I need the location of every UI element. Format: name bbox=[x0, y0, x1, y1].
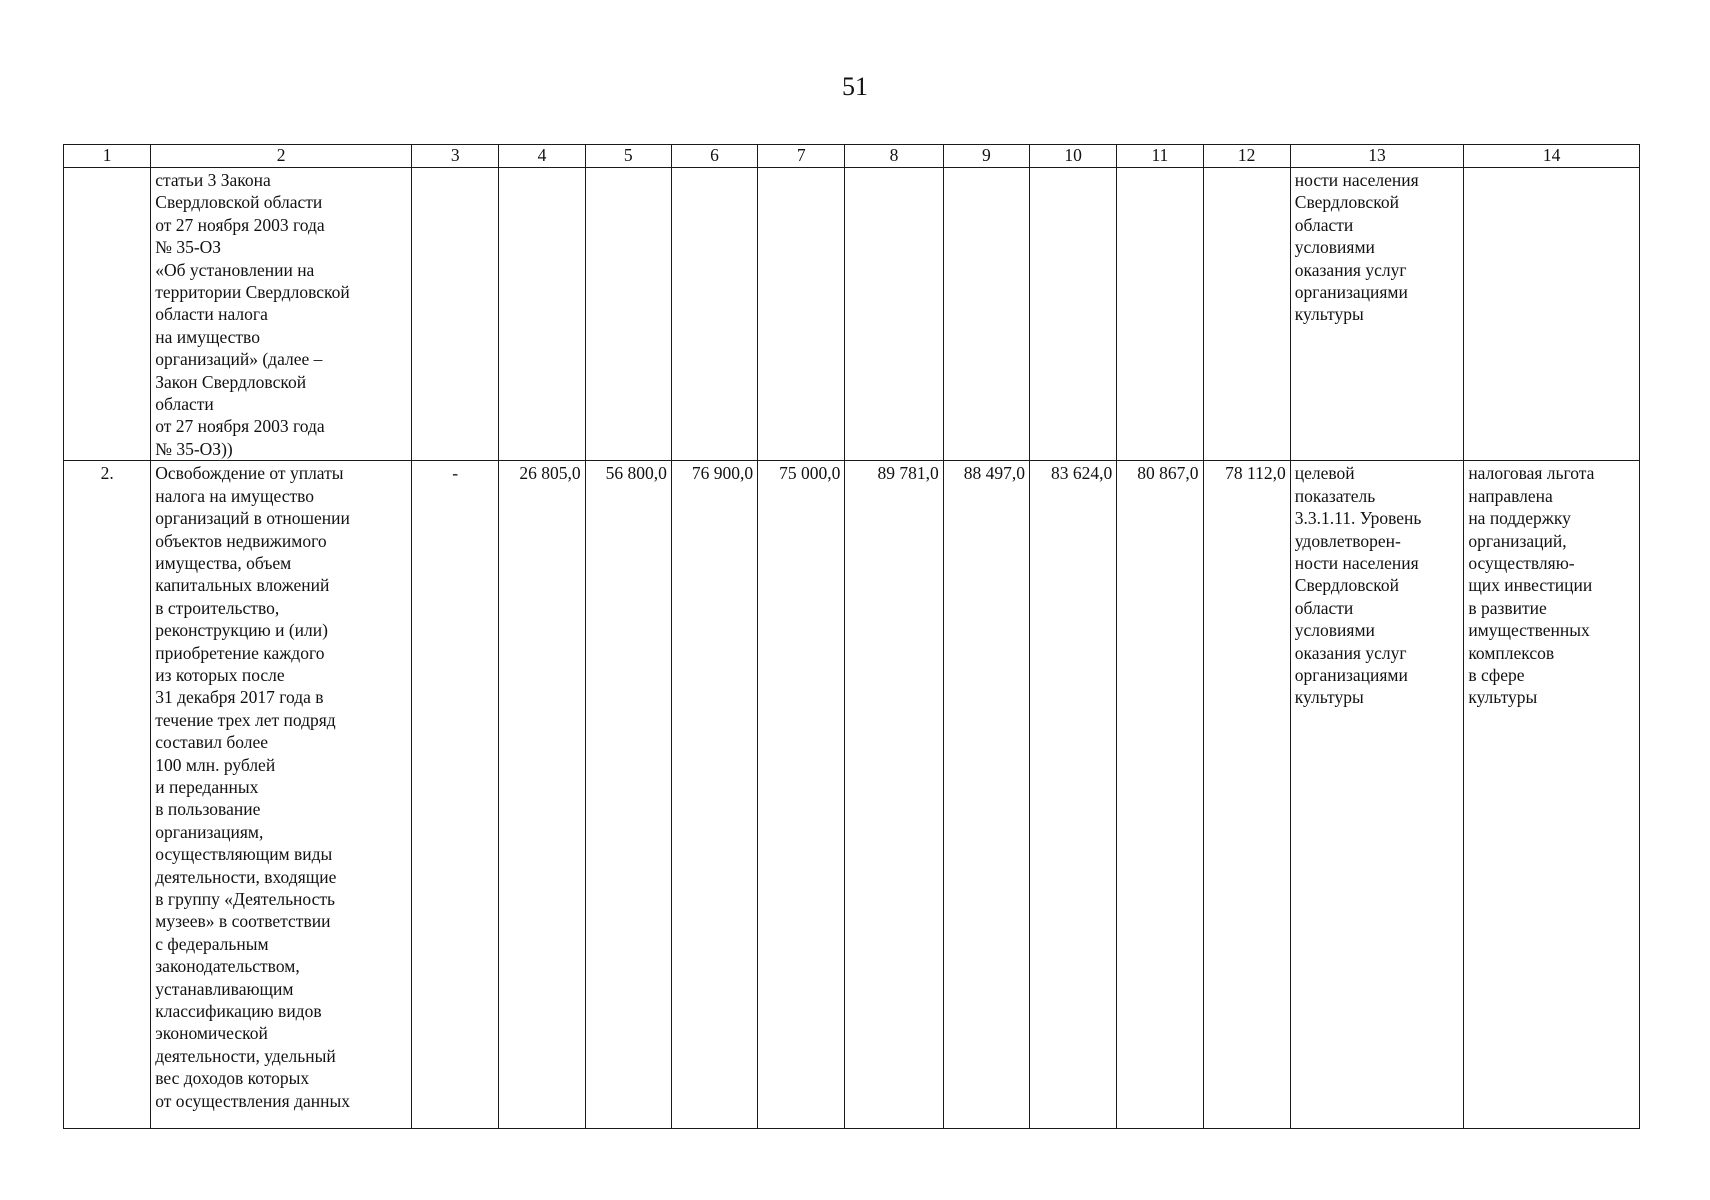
text-line: в группу «Деятельность bbox=[155, 889, 335, 909]
text-line: организаций в отношении bbox=[155, 508, 350, 529]
cell-value: 76 900,0 bbox=[671, 461, 757, 1129]
text-line: условиями bbox=[1294, 237, 1375, 258]
cell-target-indicator bbox=[1290, 168, 1464, 461]
cell-empty bbox=[499, 168, 585, 461]
cell-empty bbox=[1029, 168, 1116, 461]
text-line: из которых после bbox=[155, 664, 285, 685]
cell-value: 83 624,0 bbox=[1029, 461, 1116, 1129]
text-line: имущества, объем bbox=[155, 552, 292, 573]
text-line: осуществляющим виды bbox=[155, 844, 333, 865]
cell-num: 2. bbox=[64, 461, 151, 1129]
header-cell: 13 bbox=[1290, 145, 1464, 168]
text-line: № 35-ОЗ bbox=[155, 237, 222, 258]
header-cell: 5 bbox=[585, 145, 671, 168]
text-line: имущественных bbox=[1468, 620, 1590, 641]
text-line: на имущество bbox=[155, 326, 260, 347]
text-line: условиями bbox=[1294, 620, 1375, 641]
text-line: № 35-ОЗ)) bbox=[155, 438, 233, 459]
text-line: организаций» (далее – bbox=[155, 349, 323, 370]
text-line: Свердловской bbox=[1294, 192, 1399, 213]
cell-empty bbox=[671, 168, 757, 461]
cell-empty bbox=[943, 168, 1029, 461]
text-line: комплексов bbox=[1468, 642, 1555, 663]
text-line: в сфере bbox=[1468, 664, 1525, 685]
text-line: классификацию видов bbox=[155, 1001, 322, 1022]
text-line: ности населения bbox=[1294, 170, 1419, 190]
header-cell: 7 bbox=[758, 145, 845, 168]
text-line: от 27 ноября 2003 года bbox=[155, 214, 325, 235]
text-line: налоговая льгота bbox=[1468, 463, 1595, 484]
cell-empty bbox=[845, 168, 943, 461]
text-line: культуры bbox=[1468, 687, 1538, 708]
header-cell: 1 bbox=[64, 145, 151, 168]
text-line: организациями bbox=[1294, 282, 1408, 303]
header-cell: 14 bbox=[1464, 145, 1640, 168]
header-cell: 11 bbox=[1117, 145, 1203, 168]
text-line: оказания услуг bbox=[1294, 259, 1407, 280]
text-line: области налога bbox=[155, 304, 268, 325]
text-line: и переданных bbox=[155, 776, 259, 797]
text-line: капитальных вложений bbox=[155, 575, 330, 596]
text-line: приобретение каждого bbox=[155, 642, 325, 663]
text-line: течение трех лет подряд bbox=[155, 709, 336, 730]
text-line: направлена bbox=[1468, 485, 1553, 506]
text-line: области bbox=[155, 394, 214, 415]
text-line: от осуществления данных bbox=[155, 1090, 350, 1111]
text-line: на поддержку bbox=[1468, 508, 1571, 529]
text-line: «Об установлении на bbox=[155, 259, 315, 280]
text-line: устанавливающим bbox=[155, 978, 294, 999]
header-cell: 2 bbox=[151, 145, 412, 168]
cell-value: 88 497,0 bbox=[943, 461, 1029, 1129]
cell-description bbox=[151, 168, 412, 461]
tax-benefit-table bbox=[63, 144, 1640, 1129]
text-line: оказания услуг bbox=[1294, 642, 1407, 663]
text-line: от 27 ноября 2003 года bbox=[155, 416, 325, 437]
text-line: культуры bbox=[1294, 687, 1364, 708]
text-line: реконструкцию и (или) bbox=[155, 620, 328, 641]
cell-rationale bbox=[1464, 461, 1640, 1129]
page-number: 51 bbox=[842, 72, 868, 101]
cell-empty bbox=[1117, 168, 1203, 461]
text-line: деятельности, удельный bbox=[155, 1045, 336, 1066]
text-line: в пользование bbox=[155, 799, 261, 820]
header-row bbox=[64, 145, 1640, 168]
text-line: ности населения bbox=[1294, 552, 1419, 573]
cell-value: 56 800,0 bbox=[585, 461, 671, 1129]
text-line: деятельности, входящие bbox=[155, 866, 337, 887]
text-line: музеев» в соответствии bbox=[155, 911, 331, 932]
header-cell: 3 bbox=[412, 145, 499, 168]
text-line: организациям, bbox=[155, 821, 264, 842]
text-line: с федеральным bbox=[155, 933, 269, 954]
text-line: организациями bbox=[1294, 664, 1408, 685]
cell-num bbox=[64, 168, 151, 461]
text-line: Закон Свердловской bbox=[155, 371, 307, 392]
text-line: Освобождение от уплаты bbox=[155, 463, 344, 484]
text-line: организаций, bbox=[1468, 530, 1567, 551]
header-cell: 4 bbox=[499, 145, 585, 168]
text-line: налога на имущество bbox=[155, 485, 315, 506]
text-line: удовлетворен- bbox=[1294, 530, 1401, 551]
text-line: в строительство, bbox=[155, 597, 280, 618]
cell-target-indicator bbox=[1290, 461, 1464, 1129]
text-line: осуществляю- bbox=[1468, 552, 1575, 573]
text-line: культуры bbox=[1294, 304, 1364, 325]
text-line: целевой bbox=[1294, 463, 1355, 484]
text-line: вес доходов которых bbox=[155, 1068, 310, 1089]
text-line: в развитие bbox=[1468, 597, 1547, 618]
text-line: области bbox=[1294, 597, 1354, 618]
text-line: показатель bbox=[1294, 485, 1376, 506]
text-line: экономической bbox=[155, 1023, 268, 1044]
cell-value: 75 000,0 bbox=[758, 461, 845, 1129]
cell-value: 26 805,0 bbox=[499, 461, 585, 1129]
header-cell: 9 bbox=[943, 145, 1029, 168]
text-line: статьи 3 Закона bbox=[155, 170, 271, 190]
text-line: Свердловской области bbox=[155, 192, 323, 213]
cell-empty bbox=[412, 168, 499, 461]
cell-value: 78 112,0 bbox=[1203, 461, 1290, 1129]
text-line: Свердловской bbox=[1294, 575, 1399, 596]
text-line: законодательством, bbox=[155, 956, 300, 977]
cell-col3-dash: - bbox=[412, 461, 499, 1129]
text-line: 31 декабря 2017 года в bbox=[155, 687, 324, 708]
cell-value: 89 781,0 bbox=[845, 461, 943, 1129]
cell-empty bbox=[585, 168, 671, 461]
text-line: 100 млн. рублей bbox=[155, 754, 276, 775]
text-line: составил более bbox=[155, 732, 269, 753]
cell-description bbox=[151, 461, 412, 1129]
cell-value: 80 867,0 bbox=[1117, 461, 1203, 1129]
cell-empty bbox=[758, 168, 845, 461]
header-cell: 8 bbox=[845, 145, 943, 168]
table-row-continuation bbox=[64, 168, 1640, 461]
header-cell: 12 bbox=[1203, 145, 1290, 168]
text-line: 3.3.1.11. Уровень bbox=[1294, 508, 1422, 529]
text-line: территории Свердловской bbox=[155, 282, 350, 303]
header-cell: 10 bbox=[1029, 145, 1116, 168]
cell-empty bbox=[1203, 168, 1290, 461]
text-line: щих инвестиции bbox=[1468, 575, 1593, 596]
table-row-2 bbox=[64, 461, 1640, 1129]
cell-empty bbox=[1464, 168, 1640, 461]
header-cell: 6 bbox=[671, 145, 757, 168]
text-line: области bbox=[1294, 214, 1354, 235]
text-line: объектов недвижимого bbox=[155, 530, 327, 551]
